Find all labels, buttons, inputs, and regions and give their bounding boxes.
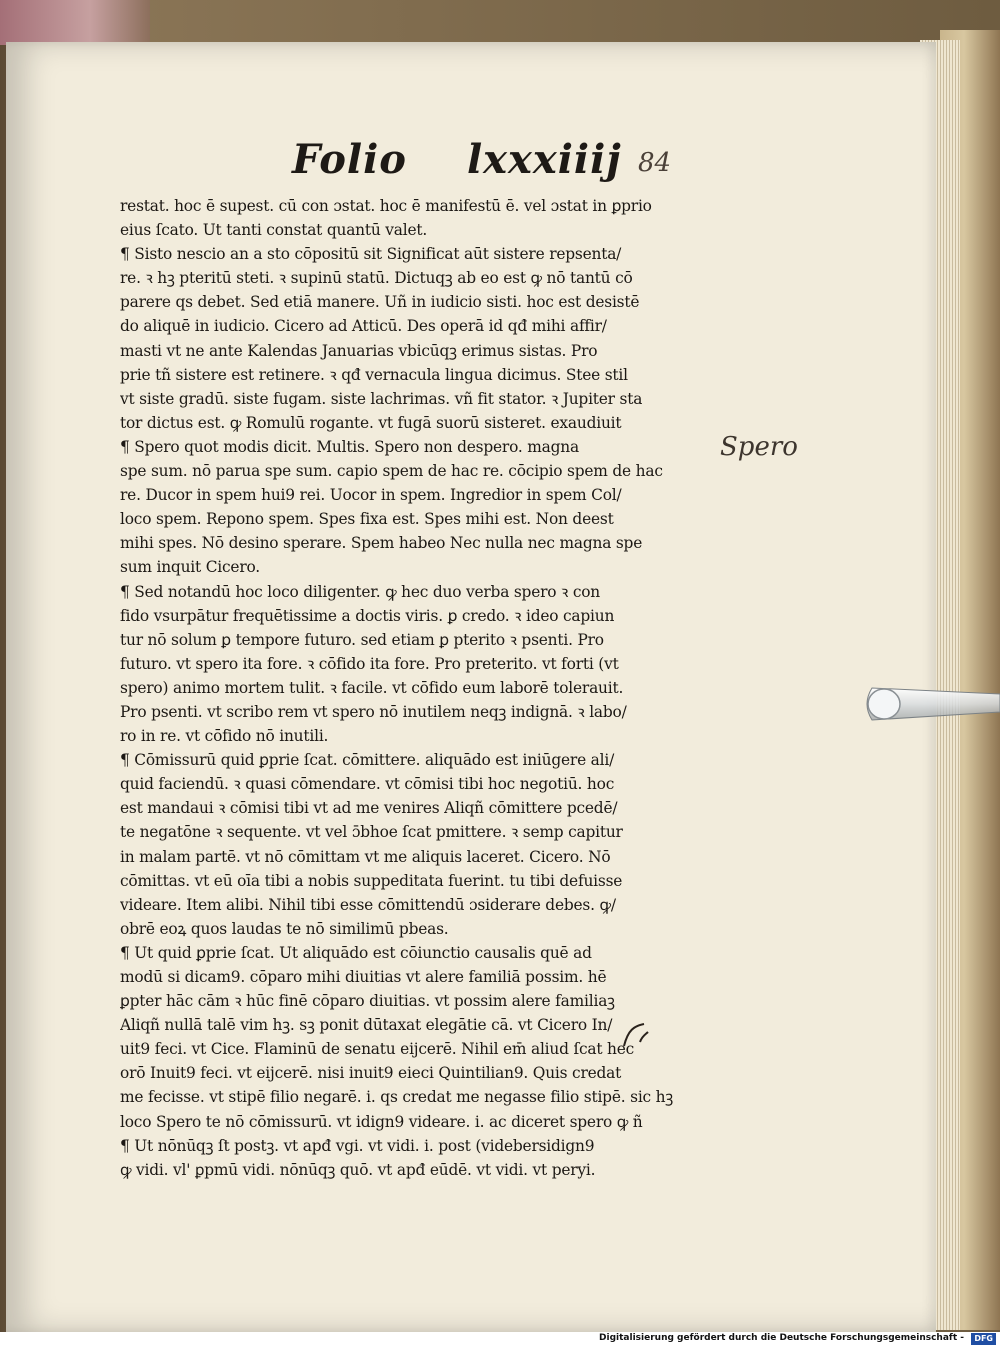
text-line: Aliqñ nullā talē vim hꝫ. sꝫ ponit dūtaxat elegātie cā. vt Cicero In/ xyxy=(120,1016,613,1035)
text-line: eius ſcato. Ut tanti constat quantū valet. xyxy=(120,221,428,240)
text-line: ¶ Cōmissurū quid ꝑprie ſcat. cōmittere. aliquādo est iniūgere ali/ xyxy=(120,751,615,770)
book-binding-strip xyxy=(0,0,150,45)
text-line: ꝙ vidi. vl' ꝑpmū vidi. nōnūqꝫ quō. vt apđ eūdē. vt vidi. vt peryi. xyxy=(120,1160,596,1179)
text-line: loco spem. Repono spem. Spes fixa est. Spes mihi est. Non deest xyxy=(120,510,614,529)
text-line: orō Inuit9 feci. vt eijcerē. nisi inuit9 eieci Quintilian9. Quis credat xyxy=(120,1064,622,1083)
text-line: spe sum. nō parua spe sum. capio spem de hac re. cōcipio spem de hac xyxy=(120,462,663,481)
ink-flourish-icon xyxy=(620,1020,650,1050)
margin-note-text: Spero xyxy=(720,432,798,462)
text-line: ¶ Sed notandū hoc loco diligenter. ꝙ hec duo verba spero ꝛ con xyxy=(120,582,601,601)
text-line: loco Spero te nō cōmissurū. vt idign9 videare. i. ac diceret spero ꝙ ñ xyxy=(120,1112,643,1131)
text-line: ¶ Ut quid ꝑprie ſcat. Ut aliquādo est cōiunctio causalis quē ad xyxy=(120,943,592,962)
text-line: tur nō solum ꝑ tempore futuro. sed etiam ꝑ pterito ꝛ psenti. Pro xyxy=(120,630,604,649)
text-line: vt siste gradū. siste fugam. siste lachrimas. vñ fit stator. ꝛ Jupiter sta xyxy=(120,389,643,408)
text-line: restat. hoc ē supest. cū con ɔstat. hoc ē manifestū ē. vel ɔstat in ꝑprio xyxy=(120,197,652,215)
text-line: sum inquit Cicero. xyxy=(120,558,260,577)
text-line: cōmittas. vt eū oīa tibi a nobis suppeditata fuerint. tu tibi defuisse xyxy=(120,871,623,890)
text-line: ¶ Spero quot modis dicit. Multis. Spero non despero. magna xyxy=(120,437,579,456)
folio-numeral: lxxxiiij xyxy=(466,136,622,183)
text-line: masti vt ne ante Kalendas Januarias vbicūqꝫ erimus sistas. Pro xyxy=(120,341,598,360)
text-line: fido vsurpātur frequētissime a doctis viris. ꝑ credo. ꝛ ideo capiun xyxy=(120,606,615,625)
text-line: ¶ Sisto nescio an a sto cōpositū sit Significat aūt sistere repsenta/ xyxy=(120,245,622,264)
text-line: quid faciendū. ꝛ quasi cōmendare. vt cōmisi tibi hoc negotiū. hoc xyxy=(120,775,615,794)
folio-heading xyxy=(292,136,622,183)
text-line: re. ꝛ hꝫ pteritū steti. ꝛ supinū statū. Dictuqꝫ ab eo est ꝙ nō tantū cō xyxy=(120,269,633,288)
funding-credit: Digitalisierung gefördert durch die Deutsche Forschungsgemeinschaft - xyxy=(599,1333,964,1343)
text-line: Pro psenti. vt scribo rem vt spero nō inutilem neqꝫ indignā. ꝛ labo/ xyxy=(120,702,627,721)
text-line: est mandaui ꝛ cōmisi tibi vt ad me venires Aliqñ cōmittere pcedē/ xyxy=(120,799,618,818)
margin-note xyxy=(720,432,798,462)
text-line: futuro. vt spero ita fore. ꝛ cōfido ita fore. Pro preterito. vt forti (vt xyxy=(120,654,619,673)
text-line: parere qs debet. Sed etiā manere. Uñ in iudicio sisti. hoc est desistē xyxy=(120,293,640,312)
text-line: ꝑpter hāc cām ꝛ hūc finē cōparo diuitias. vt possim alere familiaꝫ xyxy=(120,992,615,1011)
text-line: videare. Item alibi. Nihil tibi esse cōmittendū ɔsiderare debes. ꝙ/ xyxy=(120,895,616,914)
text-line: obrē eoꝝ quos laudas te nō similimū pbeas. xyxy=(120,919,449,938)
text-line: mihi spes. Nō desino sperare. Spem habeo Nec nulla nec magna spe xyxy=(120,534,643,553)
text-line: uit9 feci. vt Cice. Flaminū de senatu eijcerē. Nihil em̄ aliud ſcat hec xyxy=(120,1040,635,1059)
text-line: in malam partē. vt nō cōmittam vt me aliquis laceret. Cicero. Nō xyxy=(120,847,611,866)
folio-word: Folio xyxy=(292,136,407,183)
glass-page-holder-icon xyxy=(862,676,1000,732)
dfg-logo: DFG xyxy=(971,1333,996,1345)
text-line: re. Ducor in spem hui9 rei. Uocor in spem. Ingredior in spem Col/ xyxy=(120,486,622,505)
text-line: spero) animo mortem tulit. ꝛ facile. vt cōfido eum laborē tolerauit. xyxy=(120,678,624,697)
text-line: ¶ Ut nōnūqꝫ ſt postꝫ. vt apđ vgi. vt vidi. i. post (videbersidign9 xyxy=(120,1136,595,1155)
text-line: prie tñ sistere est retinere. ꝛ qđ vernacula lingua dicimus. Stee stil xyxy=(120,365,628,384)
text-line: do aliquē in iudicio. Cicero ad Atticū. Des operā id qđ mihi affir/ xyxy=(120,317,607,336)
text-line: te negatōne ꝛ sequente. vt vel ɔ̄bhoe ſcat pmittere. ꝛ semp capitur xyxy=(120,823,623,842)
text-line: modū si dicam9. cōparo mihi diuitias vt alere familiā possim. hē xyxy=(120,968,607,986)
handwritten-page-number: 84 xyxy=(638,148,672,178)
text-line: tor dictus est. ꝙ Romulū rogante. vt fugā suorū sisteret. exaudiuit xyxy=(120,413,622,432)
text-line: me fecisse. vt stipē filio negarē. i. qs credat me negasse filio stipē. sic hꝫ xyxy=(120,1088,674,1107)
text-line: ro in re. vt cōfido nō inutili. xyxy=(120,727,329,746)
